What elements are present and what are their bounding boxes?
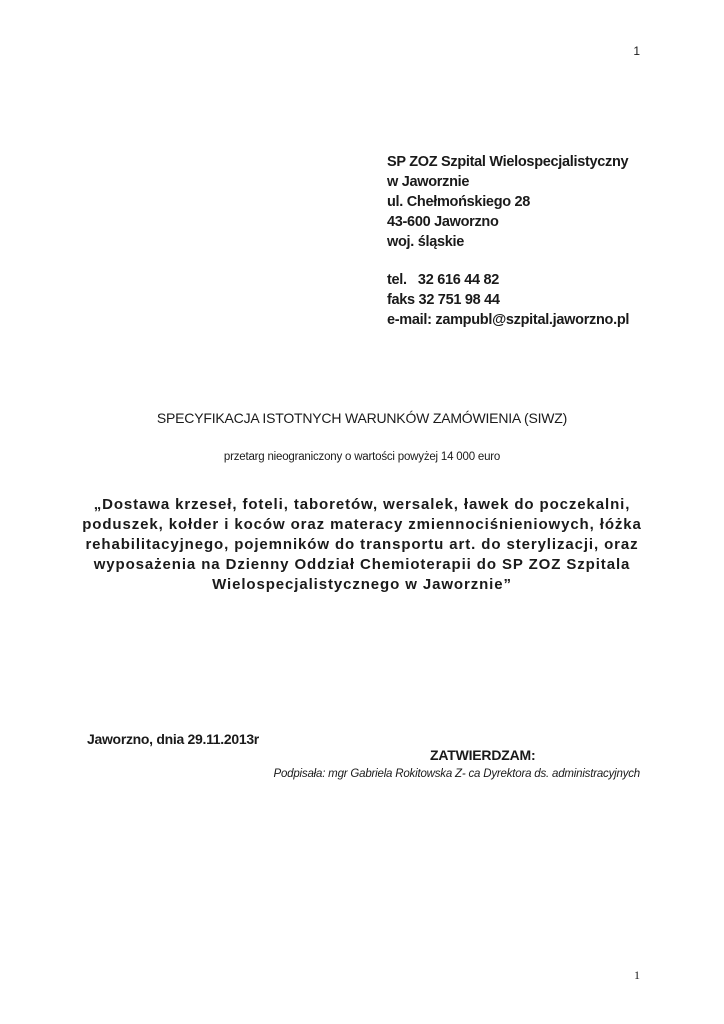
fax-number: faks 32 751 98 44 (387, 292, 500, 308)
hospital-name: SP ZOZ Szpital Wielospecjalistyczny (387, 154, 629, 170)
subject-line: „Dostawa krzeseł, foteli, taboretów, wersalek, ławek do poczekalni, (93, 496, 631, 513)
street-address: ul. Chełmońskiego 28 (387, 194, 531, 210)
page-number-top: 1 (633, 44, 640, 58)
document-subtitle: przetarg nieograniczony o wartości powyżej 14 000 euro (223, 451, 501, 463)
subject-line: rehabilitacyjnego, pojemników do transportu art. do sterylizacji, oraz (85, 536, 639, 553)
sender-address-block (387, 152, 629, 330)
page-number-bottom: 1 (634, 968, 640, 982)
approval-heading: ZATWIERDZAM: (430, 747, 536, 763)
postal-code: 43-600 Jaworzno (387, 214, 499, 230)
subject-line: poduszek, kołder i koców oraz materacy zmiennociśnieniowych, łóżka (82, 516, 642, 533)
document-title: SPECYFIKACJA ISTOTNYCH WARUNKÓW ZAMÓWIENIA (SIWZ) (156, 410, 568, 426)
phone-number: tel. 32 616 44 82 (387, 272, 499, 288)
email-address: e-mail: zampubl@szpital.jaworzno.pl (387, 312, 630, 328)
hospital-city: w Jaworznie (387, 174, 470, 190)
voivodeship: woj. śląskie (387, 234, 464, 250)
subject-line: Wielospecjalistycznego w Jaworznie” (212, 576, 512, 593)
place-and-date: Jaworzno, dnia 29.11.2013r (87, 731, 259, 747)
subject-line: wyposażenia na Dzienny Oddział Chemioterapii do SP ZOZ Szpitala (93, 556, 631, 573)
procurement-subject (60, 495, 664, 595)
signature-note: Podpisała: mgr Gabriela Rokitowska Z- ca Dyrektora ds. administracyjnych (273, 768, 640, 780)
